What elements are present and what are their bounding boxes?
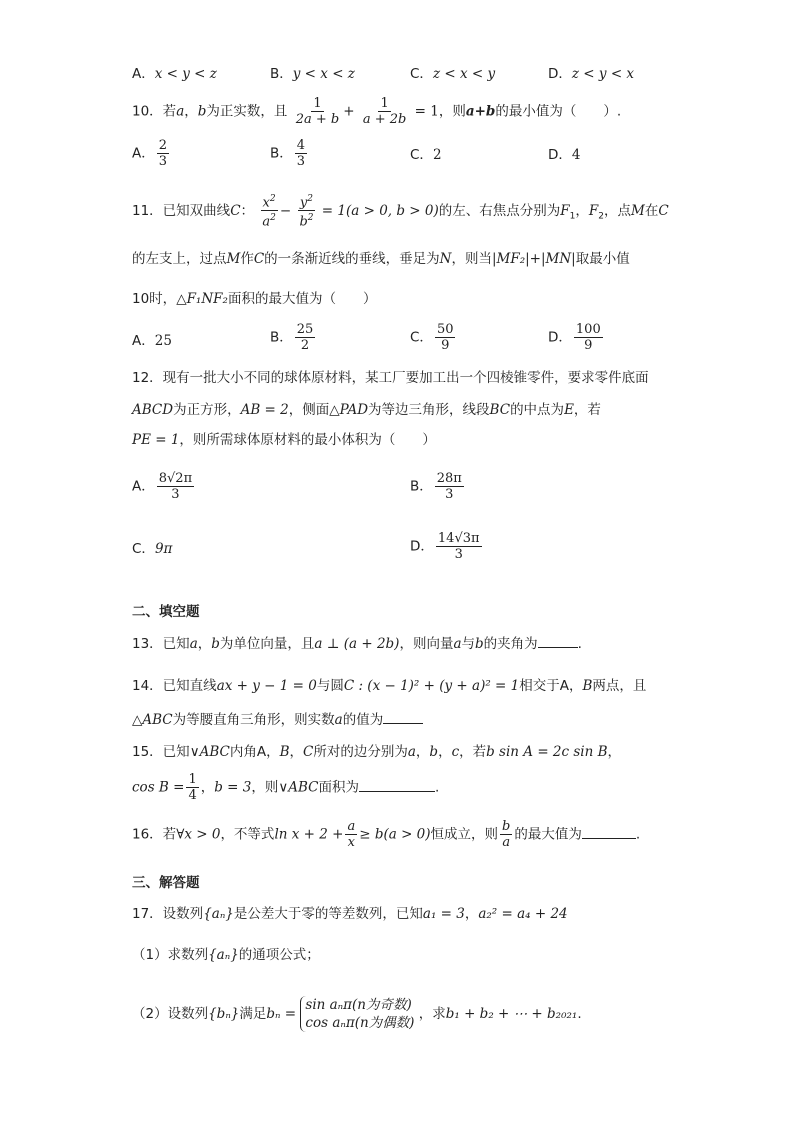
q10-option-b: B． $\frac{4}{3}$ (270, 138, 306, 169)
answer-blank (538, 635, 578, 648)
answer-blank (383, 711, 423, 724)
q11-option-a: A．25 (132, 333, 172, 349)
section-heading-fill-in: 二、填空题 (132, 604, 200, 620)
q12-option-d: D． $\frac{14√3\pi}{3}$ (410, 531, 480, 562)
question-14-line-2: △ABC为等腰直角三角形，则实数a的值为 (132, 711, 423, 729)
q11-option-c: C． $\frac{50}{9}$ (410, 322, 454, 353)
question-17-part-1: （1）求数列{aₙ}的通项公式； (132, 947, 320, 963)
q10-option-d: D．4 (548, 147, 581, 163)
q11-option-d: D． $\frac{100}{9}$ (548, 322, 601, 353)
question-11-line-2: 的左支上，过点M作C的一条渐近线的垂线，垂足为N，则当|MF₂|+|MN|取最小值 (132, 251, 630, 267)
answer-blank (582, 826, 636, 839)
question-15-line-2: cos B = $\frac{1}{4}$ ，b = 3，则∨ABC面积为 . (132, 772, 440, 803)
question-17-part-2: （2）设数列{bₙ}满足bₙ = sin aₙπ(n为奇数) cos aₙπ(n为偶数) ，求b₁ + b₂ + ⋯ + b₂₀₂₁. (132, 997, 582, 1031)
q12-option-a: A． $\frac{8√2\pi}{3}$ (132, 471, 193, 502)
question-12-line-3: PE = 1，则所需球体原材料的最小体积为（ ） (132, 432, 436, 448)
section-heading-solutions: 三、解答题 (132, 875, 200, 891)
answer-blank (359, 779, 435, 792)
question-14-line-1: 14．已知直线ax + y − 1 = 0与圆C : (x − 1)² + (y + a)² = 1相交于A，B两点，且 (132, 678, 647, 694)
question-12-line-2: ABCD为正方形，AB = 2，侧面△PAD为等边三角形，线段BC的中点为E，若 (132, 402, 601, 418)
q9-option-b: B．y < x < z (270, 66, 355, 82)
question-11-line-3: 10时，△F₁NF₂面积的最大值为（ ） (132, 291, 377, 307)
q12-option-c: C．9π (132, 541, 173, 557)
fraction: $\frac{1}{a + 2b}$ (362, 96, 407, 127)
q12-option-b: B． $\frac{28\pi}{3}$ (410, 471, 462, 502)
piecewise-definition: sin aₙπ(n为奇数) cos aₙπ(n为偶数) (300, 996, 414, 1032)
question-17: 17．设数列{aₙ}是公差大于零的等差数列，已知a₁ = 3，a₂² = a₄ + 24 (132, 906, 568, 922)
question-16: 16．若∀x > 0，不等式ln x + 2 + $\frac{a}{x}$ ≥ b(a > 0)恒成立，则 $\frac{b}{a}$ 的最大值为 . (132, 819, 641, 850)
fraction: $\frac{1}{2a + b}$ (295, 96, 340, 127)
q9-option-c: C．z < x < y (410, 66, 496, 82)
q10-option-c: C．2 (410, 147, 442, 163)
question-13: 13．已知a，b为单位向量，且a ⊥ (a + 2b)，则向量a与b的夹角为 . (132, 636, 582, 652)
question-10: 10．若a，b为正实数，且 $\frac{1}{2a + b}$ + $\frac{1}{a + 2b}$ = 1，则a+b的最小值为（ ）. (132, 96, 622, 127)
q9-option-d: D．z < y < x (548, 66, 635, 82)
question-11-line-1: 11．已知双曲线C： $\frac{x^2}{a^2}$ − $\frac{y^2}{b^2}$ = 1(a > 0, b > 0)的左、右焦点分别为$F_1$，$F_2$，点M在C (132, 194, 669, 230)
q10-option-a: A． $\frac{2}{3}$ (132, 138, 168, 169)
question-15-line-1: 15．已知∨ABC内角A，B，C所对的边分别为a，b，c，若b sin A = 2c sin B， (132, 744, 622, 760)
question-12-line-1: 12．现有一批大小不同的球体原材料，某工厂要加工出一个四棱锥零件，要求零件底面 (132, 370, 649, 386)
q9-option-a: A．x < y < z (132, 66, 217, 82)
q11-option-b: B． $\frac{25}{2}$ (270, 322, 314, 353)
